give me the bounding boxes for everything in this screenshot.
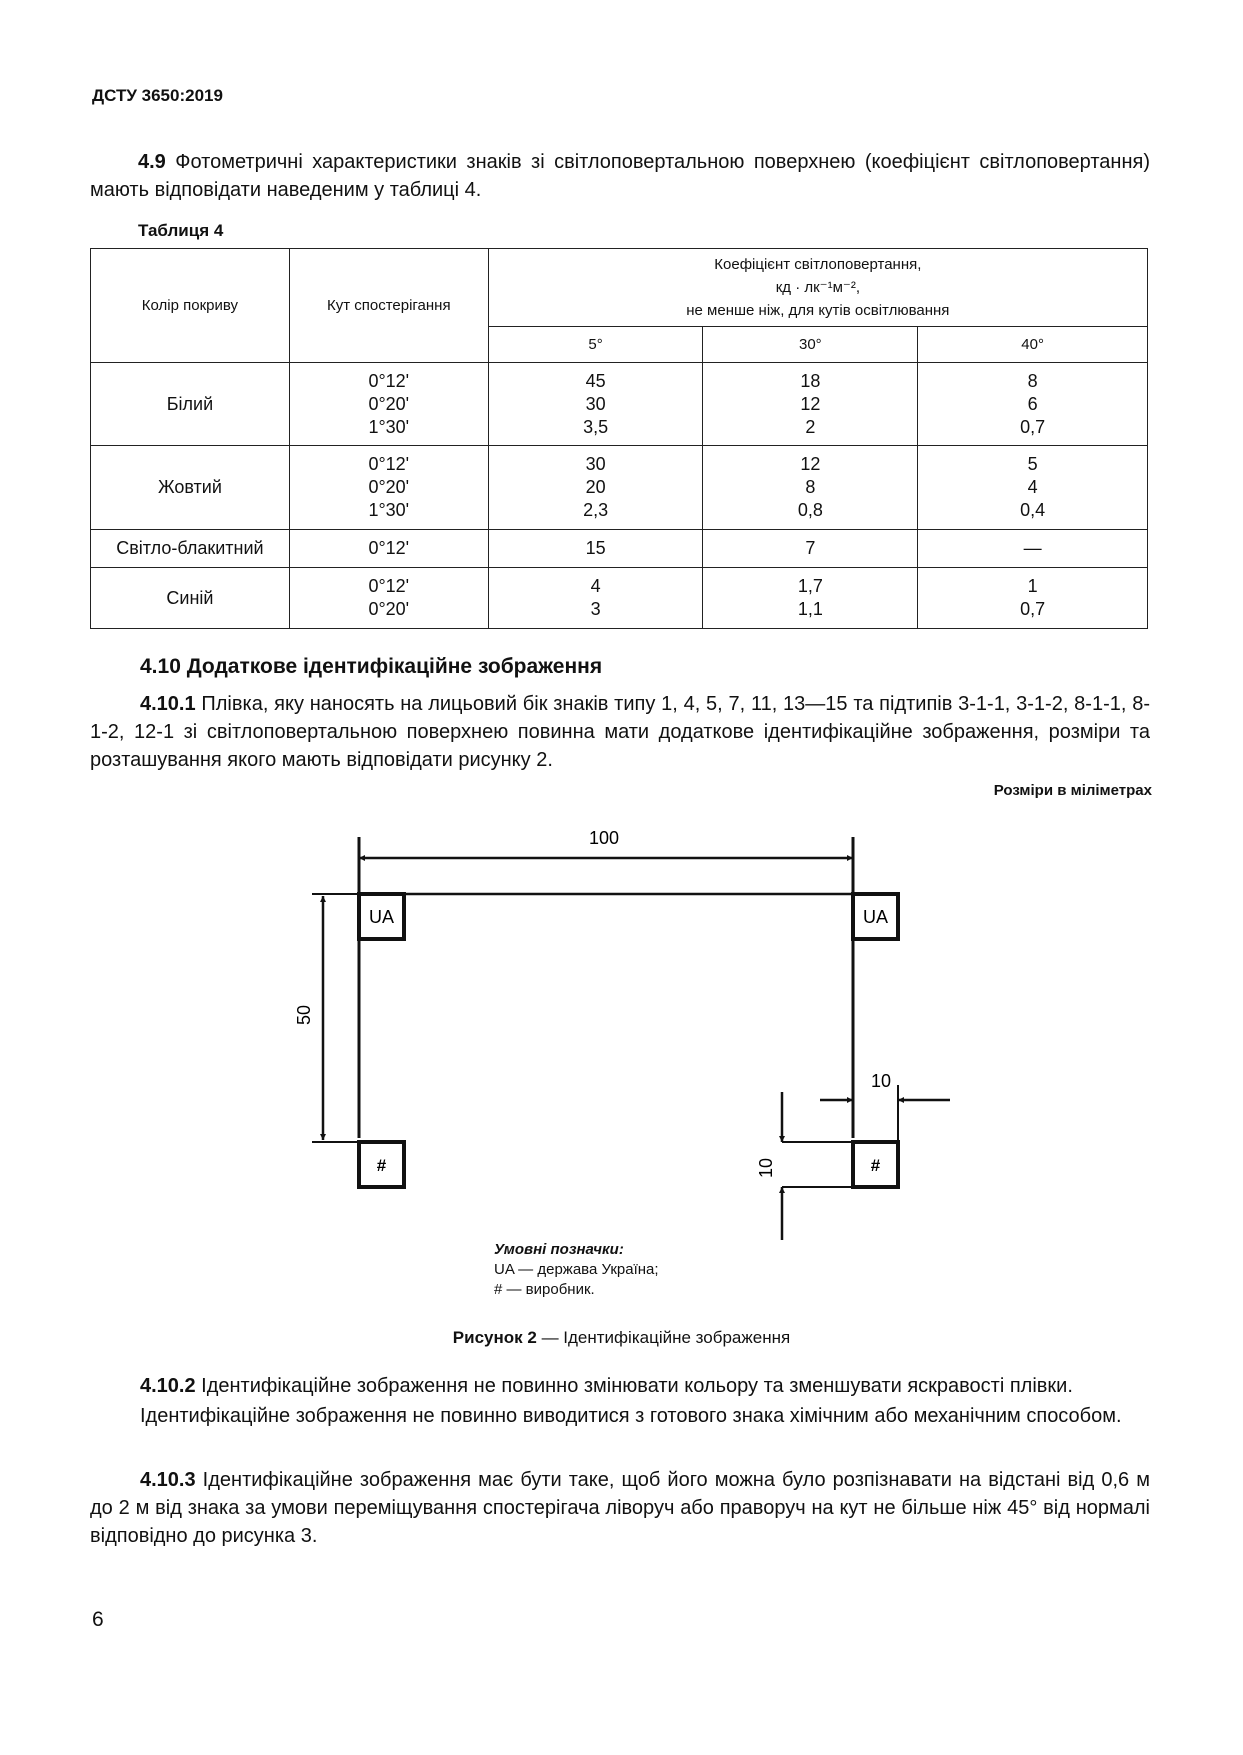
- cell-color: Жовтий: [91, 446, 290, 530]
- dimensions-note: Розміри в міліметрах: [993, 782, 1152, 799]
- header-angle-5: 5°: [488, 327, 703, 363]
- cell-v30: 18 12 2: [703, 363, 918, 446]
- ua-label-left: UA: [368, 907, 395, 927]
- document-code: ДСТУ 3650:2019: [92, 86, 223, 105]
- paragraph-4-10-2: [90, 1372, 1150, 1400]
- paragraph-text: Плівка, яку наносять на лицьовий бік знаків типу 1, 4, 5, 7, 11, 13—15 та підтипів 3-1-1, 3-1-2, 8-1-1, 8-1-2, 12-1 зі світлоповертальною поверхнею повинна мати додаткове ідентифікаційне зображення, розміри та розташування якого мають відповідати рисунку 2.: [90, 693, 1150, 771]
- paragraph-number: 4.9: [138, 151, 166, 173]
- paragraph-number: 4.10.2: [140, 1375, 196, 1397]
- header-angle-30: 30°: [703, 327, 918, 363]
- figure-caption: [0, 1328, 1243, 1348]
- figure-caption-text: — Ідентифікаційне зображення: [536, 1328, 791, 1347]
- legend-ua: UA — держава Україна;: [494, 1261, 659, 1278]
- hash-label-left: #: [376, 1156, 387, 1175]
- cell-obs: 0°12' 0°20': [289, 568, 488, 629]
- header-angle-40: 40°: [918, 327, 1148, 363]
- paragraph-4-10-3: [90, 1466, 1150, 1550]
- cell-v40: 5 4 0,4: [918, 446, 1148, 530]
- figure-legend: [494, 1240, 659, 1300]
- cell-color: Синій: [91, 568, 290, 629]
- cell-v5: 15: [488, 530, 703, 568]
- legend-hash: # — виробник.: [494, 1281, 595, 1298]
- cell-obs: 0°12' 0°20' 1°30': [289, 446, 488, 530]
- cell-v30: 12 8 0,8: [703, 446, 918, 530]
- cell-color: Білий: [91, 363, 290, 446]
- paragraph-text: Ідентифікаційне зображення не повинно змінювати кольору та зменшувати яскравості плівки.: [195, 1375, 1073, 1397]
- ua-label-right: UA: [862, 907, 889, 927]
- table-caption: Таблиця 4: [138, 221, 224, 240]
- hash-label-right: #: [870, 1156, 881, 1175]
- cell-v40: 1 0,7: [918, 568, 1148, 629]
- cell-v5: 45 30 3,5: [488, 363, 703, 446]
- cell-v5: 4 3: [488, 568, 703, 629]
- coefficient-line-1: Коефіцієнт світлоповертання,: [714, 256, 922, 273]
- cell-v40: —: [918, 530, 1148, 568]
- dimension-label-100: 100: [588, 828, 620, 848]
- paragraph-4-10-2-continued: Ідентифікаційне зображення не повинно виводитися з готового знака хімічним або механічним способом.: [140, 1405, 1122, 1427]
- cell-obs: 0°12' 0°20' 1°30': [289, 363, 488, 446]
- dimension-label-50: 50: [294, 1004, 314, 1026]
- cell-obs: 0°12': [289, 530, 488, 568]
- page-number: 6: [92, 1608, 104, 1631]
- coefficient-unit: кд · лк⁻¹м⁻²,: [775, 279, 860, 296]
- cell-v30: 7: [703, 530, 918, 568]
- paragraph-number: 4.10.1: [140, 693, 196, 715]
- coefficient-line-3: не менше ніж, для кутів освітлювання: [686, 302, 950, 319]
- cell-v5: 30 20 2,3: [488, 446, 703, 530]
- header-color: Колір покриву: [91, 249, 290, 363]
- paragraph-text: Фотометричні характеристики знаків зі світлоповертальною поверхнею (коефіцієнт світлоповертання) мають відповідати наведеним у таблиці 4.: [90, 151, 1150, 201]
- legend-title: Умовні позначки:: [494, 1241, 624, 1258]
- paragraph-number: 4.10.3: [140, 1469, 196, 1491]
- paragraph-text: Ідентифікаційне зображення має бути таке, щоб його можна було розпізнавати на відстані від 0,6 м до 2 м від знака за умови переміщування спостерігача ліворуч або праворуч на кут не більше ніж 45° від нормалі відповідно до рисунка 3.: [90, 1469, 1150, 1547]
- figure-caption-number: Рисунок 2: [452, 1328, 537, 1347]
- section-title-4-10: 4.10 Додаткове ідентифікаційне зображення: [140, 655, 603, 678]
- cell-v30: 1,7 1,1: [703, 568, 918, 629]
- cell-color: Світло-блакитний: [91, 530, 290, 568]
- header-observation-angle: Кут спостерігання: [289, 249, 488, 363]
- dimension-label-10-vertical: 10: [756, 1157, 776, 1179]
- cell-v40: 8 6 0,7: [918, 363, 1148, 446]
- dimension-label-10-horizontal: 10: [870, 1071, 892, 1091]
